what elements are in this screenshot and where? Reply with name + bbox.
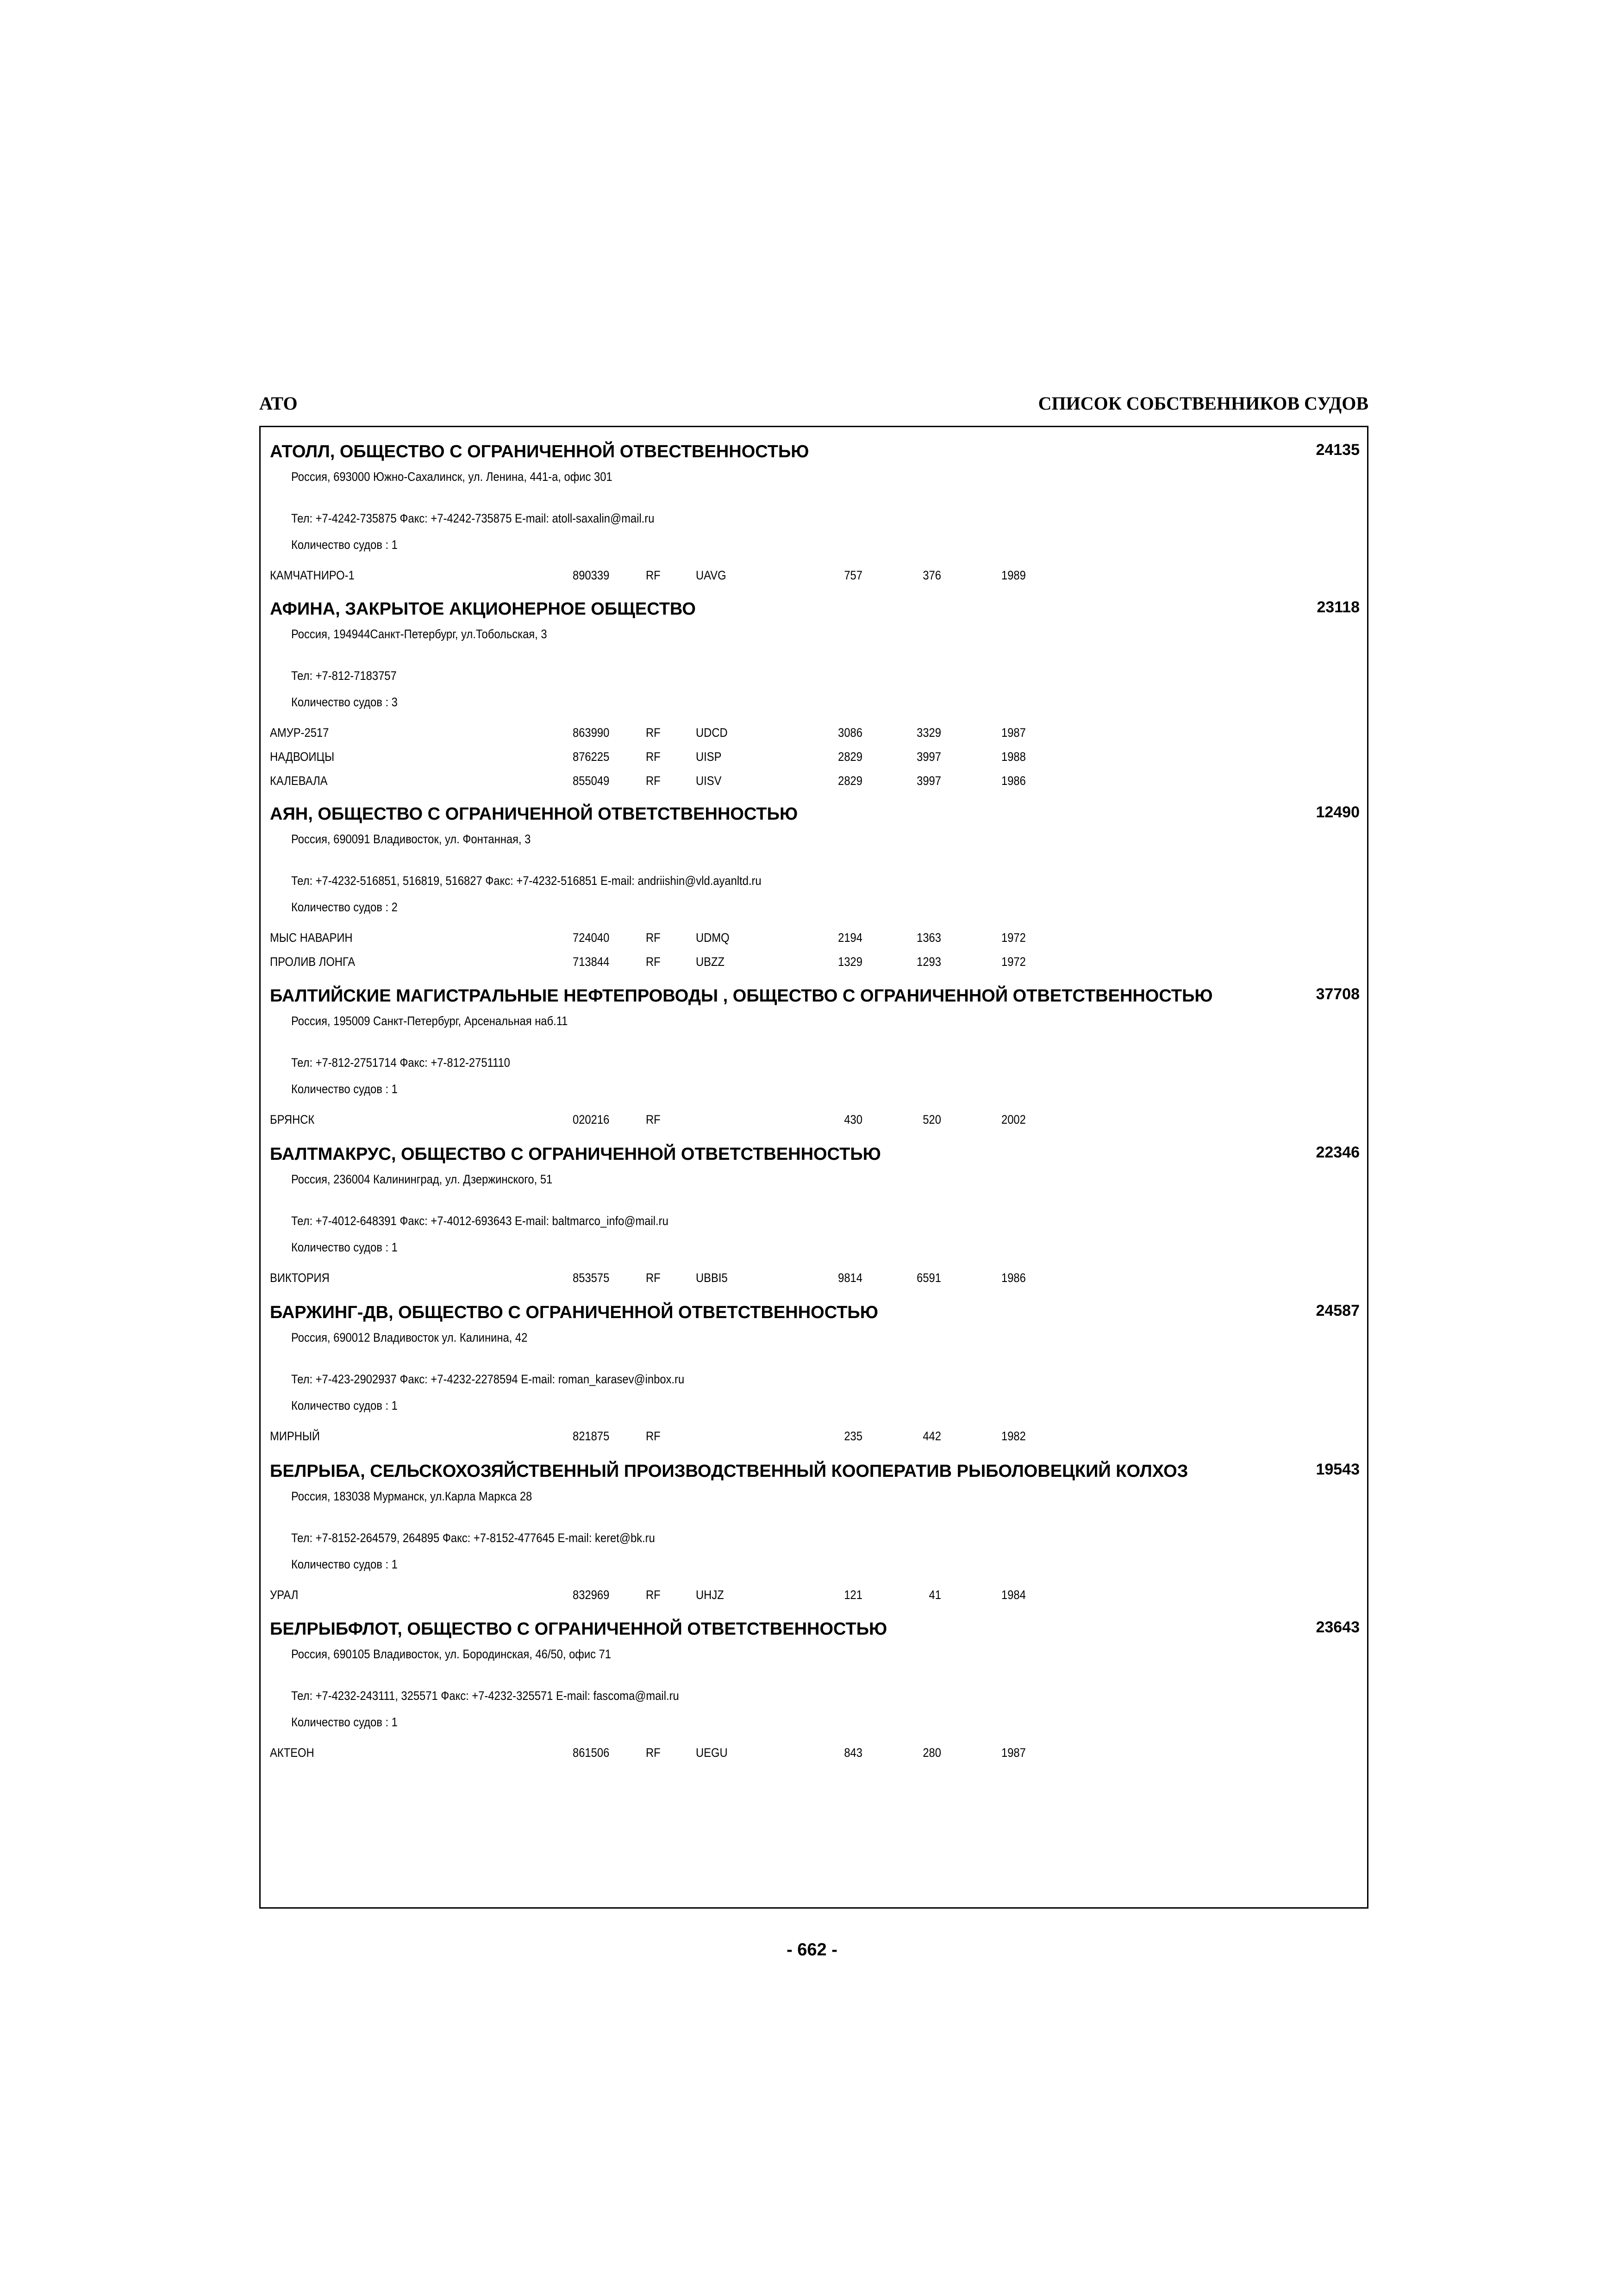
- vessel-row: [261, 1746, 1367, 1764]
- vessel-callsign: UBBI5: [696, 1271, 728, 1285]
- vessel-flag: RF: [646, 1746, 661, 1760]
- vessel-name: МИРНЫЙ: [270, 1429, 320, 1443]
- owner-address: Россия, 690012 Владивосток ул. Калинина, 42: [291, 1331, 528, 1344]
- vessel-row: [261, 1271, 1367, 1289]
- vessel-value-1: 757: [844, 568, 862, 582]
- vessel-value-1: 843: [844, 1746, 862, 1760]
- owner-contacts: Тел: +7-812-2751714 Факс: +7-812-2751110: [291, 1056, 510, 1070]
- vessel-year: 1972: [1001, 955, 1026, 969]
- vessel-value-2: 3997: [917, 774, 941, 788]
- vessel-year: 1987: [1001, 1746, 1026, 1760]
- vessel-year: 1982: [1001, 1429, 1026, 1443]
- vessel-number: 020216: [573, 1113, 610, 1126]
- vessel-number: 853575: [573, 1271, 610, 1285]
- vessel-value-2: 442: [923, 1429, 941, 1443]
- page-number: - 662 -: [787, 1940, 837, 1960]
- vessel-row: [261, 726, 1367, 744]
- vessel-year: 2002: [1001, 1113, 1026, 1126]
- vessel-flag: RF: [646, 726, 661, 740]
- owner-address: Россия, 690091 Владивосток, ул. Фонтанная, 3: [291, 832, 531, 846]
- vessel-number: 713844: [573, 955, 610, 969]
- vessel-name: МЫС НАВАРИН: [270, 931, 353, 945]
- vessel-callsign: UDCD: [696, 726, 728, 740]
- vessel-value-2: 3329: [917, 726, 941, 740]
- vessel-year: 1989: [1001, 568, 1026, 582]
- owner-name: БАЛТМАКРУС, ОБЩЕСТВО С ОГРАНИЧЕННОЙ ОТВЕТСТВЕННОСТЬЮ: [270, 1145, 881, 1164]
- vessel-value-2: 280: [923, 1746, 941, 1760]
- vessel-number: 876225: [573, 750, 610, 764]
- vessel-value-1: 235: [844, 1429, 862, 1443]
- vessel-count: Количество судов : 2: [291, 900, 398, 914]
- owner-code: 23118: [1317, 598, 1360, 616]
- owner-contacts: Тел: +7-812-7183757: [291, 669, 397, 683]
- vessel-flag: RF: [646, 568, 661, 582]
- owner-contacts: Тел: +7-423-2902937 Факс: +7-4232-2278594 E-mail: roman_karasev@inbox.ru: [291, 1372, 685, 1386]
- vessel-count: Количество судов : 1: [291, 1240, 398, 1254]
- vessel-count: Количество судов : 1: [291, 1557, 398, 1571]
- vessel-count: Количество судов : 1: [291, 1715, 398, 1729]
- vessel-count: Количество судов : 3: [291, 695, 398, 709]
- vessel-count: Количество судов : 1: [291, 538, 398, 552]
- owner-code: 12490: [1316, 803, 1360, 821]
- owner-name: БАРЖИНГ-ДВ, ОБЩЕСТВО С ОГРАНИЧЕННОЙ ОТВЕТСТВЕННОСТЬЮ: [270, 1303, 878, 1322]
- vessel-callsign: UISV: [696, 774, 722, 788]
- owner-code: 24135: [1316, 441, 1360, 459]
- vessel-name: ВИКТОРИЯ: [270, 1271, 330, 1285]
- vessel-value-2: 3997: [917, 750, 941, 764]
- owner-contacts: Тел: +7-4012-648391 Факс: +7-4012-693643 E-mail: baltmarco_info@mail.ru: [291, 1214, 668, 1228]
- owner-name: БЕЛРЫБА, СЕЛЬСКОХОЗЯЙСТВЕННЫЙ ПРОИЗВОДСТВЕННЫЙ КООПЕРАТИВ РЫБОЛОВЕЦКИЙ КОЛХОЗ: [270, 1462, 1188, 1481]
- owner-name: АЯН, ОБЩЕСТВО С ОГРАНИЧЕННОЙ ОТВЕТСТВЕННОСТЬЮ: [270, 804, 798, 824]
- vessel-value-2: 1293: [917, 955, 941, 969]
- vessel-callsign: UEGU: [696, 1746, 728, 1760]
- vessel-value-2: 41: [929, 1588, 941, 1602]
- vessel-number: 821875: [573, 1429, 610, 1443]
- vessel-number: 890339: [573, 568, 610, 582]
- vessel-number: 855049: [573, 774, 610, 788]
- vessel-callsign: UISP: [696, 750, 722, 764]
- content-frame: [259, 426, 1368, 1909]
- owner-contacts: Тел: +7-4232-516851, 516819, 516827 Факс: +7-4232-516851 E-mail: andriishin@vld.ayanltd.ru: [291, 874, 762, 888]
- vessel-value-1: 2194: [838, 931, 862, 945]
- vessel-flag: RF: [646, 1429, 661, 1443]
- owner-code: 37708: [1316, 985, 1360, 1003]
- vessel-value-1: 430: [844, 1113, 862, 1126]
- vessel-flag: RF: [646, 931, 661, 945]
- vessel-flag: RF: [646, 1113, 661, 1126]
- owner-code: 24587: [1316, 1302, 1360, 1319]
- vessel-name: КАЛЕВАЛА: [270, 774, 328, 788]
- vessel-flag: RF: [646, 774, 661, 788]
- vessel-number: 863990: [573, 726, 610, 740]
- owner-name: АФИНА, ЗАКРЫТОЕ АКЦИОНЕРНОЕ ОБЩЕСТВО: [270, 599, 696, 619]
- vessel-row: [261, 1113, 1367, 1131]
- vessel-value-1: 1329: [838, 955, 862, 969]
- vessel-value-1: 3086: [838, 726, 862, 740]
- vessel-value-2: 1363: [917, 931, 941, 945]
- vessel-year: 1988: [1001, 750, 1026, 764]
- owner-contacts: Тел: +7-4242-735875 Факс: +7-4242-735875 E-mail: atoll-saxalin@mail.ru: [291, 511, 655, 525]
- vessel-row: [261, 955, 1367, 973]
- vessel-flag: RF: [646, 955, 661, 969]
- vessel-year: 1987: [1001, 726, 1026, 740]
- owner-contacts: Тел: +7-8152-264579, 264895 Факс: +7-8152-477645 E-mail: keret@bk.ru: [291, 1531, 655, 1545]
- vessel-count: Количество судов : 1: [291, 1082, 398, 1096]
- owner-code: 22346: [1316, 1144, 1360, 1161]
- page-header: [259, 392, 1368, 420]
- owner-address: Россия, 195009 Санкт-Петербург, Арсенальная наб.11: [291, 1014, 568, 1028]
- vessel-value-1: 9814: [838, 1271, 862, 1285]
- vessel-value-1: 2829: [838, 774, 862, 788]
- vessel-row: [261, 750, 1367, 768]
- owner-address: Россия, 194944Санкт-Петербург, ул.Тобольская, 3: [291, 627, 547, 641]
- vessel-year: 1986: [1001, 1271, 1026, 1285]
- vessel-count: Количество судов : 1: [291, 1399, 398, 1412]
- vessel-flag: RF: [646, 1271, 661, 1285]
- vessel-name: УРАЛ: [270, 1588, 299, 1602]
- vessel-flag: RF: [646, 1588, 661, 1602]
- vessel-name: КАМЧАТНИРО-1: [270, 568, 355, 582]
- vessel-year: 1984: [1001, 1588, 1026, 1602]
- vessel-callsign: UAVG: [696, 568, 726, 582]
- owner-address: Россия, 236004 Калининград, ул. Дзержинского, 51: [291, 1172, 553, 1186]
- header-section-label: АТО: [259, 393, 298, 414]
- owner-name: БЕЛРЫБФЛОТ, ОБЩЕСТВО С ОГРАНИЧЕННОЙ ОТВЕТСТВЕННОСТЬЮ: [270, 1619, 887, 1639]
- vessel-callsign: UHJZ: [696, 1588, 724, 1602]
- vessel-row: [261, 774, 1367, 792]
- owner-name: АТОЛЛ, ОБЩЕСТВО С ОГРАНИЧЕННОЙ ОТВЕСТВЕННОСТЬЮ: [270, 442, 809, 461]
- vessel-value-2: 376: [923, 568, 941, 582]
- vessel-value-2: 520: [923, 1113, 941, 1126]
- vessel-row: [261, 1588, 1367, 1606]
- vessel-row: [261, 1429, 1367, 1448]
- vessel-number: 724040: [573, 931, 610, 945]
- vessel-callsign: UDMQ: [696, 931, 730, 945]
- owner-code: 19543: [1316, 1461, 1360, 1478]
- owner-address: Россия, 183038 Мурманск, ул.Карла Маркса 28: [291, 1489, 532, 1503]
- owner-code: 23643: [1316, 1618, 1360, 1636]
- vessel-name: ПРОЛИВ ЛОНГА: [270, 955, 356, 969]
- vessel-flag: RF: [646, 750, 661, 764]
- vessel-name: АКТЕОН: [270, 1746, 314, 1760]
- vessel-name: БРЯНСК: [270, 1113, 315, 1126]
- owner-address: Россия, 690105 Владивосток, ул. Бородинская, 46/50, офис 71: [291, 1647, 612, 1661]
- vessel-year: 1986: [1001, 774, 1026, 788]
- vessel-value-1: 121: [844, 1588, 862, 1602]
- vessel-year: 1972: [1001, 931, 1026, 945]
- vessel-callsign: UBZZ: [696, 955, 725, 969]
- owner-contacts: Тел: +7-4232-243111, 325571 Факс: +7-4232-325571 E-mail: fascoma@mail.ru: [291, 1689, 679, 1703]
- vessel-value-2: 6591: [917, 1271, 941, 1285]
- vessel-row: [261, 931, 1367, 949]
- vessel-value-1: 2829: [838, 750, 862, 764]
- vessel-name: АМУР-2517: [270, 726, 329, 740]
- vessel-number: 832969: [573, 1588, 610, 1602]
- header-title: СПИСОК СОБСТВЕННИКОВ СУДОВ: [1038, 393, 1368, 414]
- owner-name: БАЛТИЙСКИЕ МАГИСТРАЛЬНЫЕ НЕФТЕПРОВОДЫ , ОБЩЕСТВО С ОГРАНИЧЕННОЙ ОТВЕТСТВЕННОСТЬЮ: [270, 986, 1213, 1006]
- vessel-number: 861506: [573, 1746, 610, 1760]
- owner-address: Россия, 693000 Южно-Сахалинск, ул. Ленина, 441-а, офис 301: [291, 470, 612, 484]
- vessel-row: [261, 568, 1367, 587]
- vessel-name: НАДВОИЦЫ: [270, 750, 335, 764]
